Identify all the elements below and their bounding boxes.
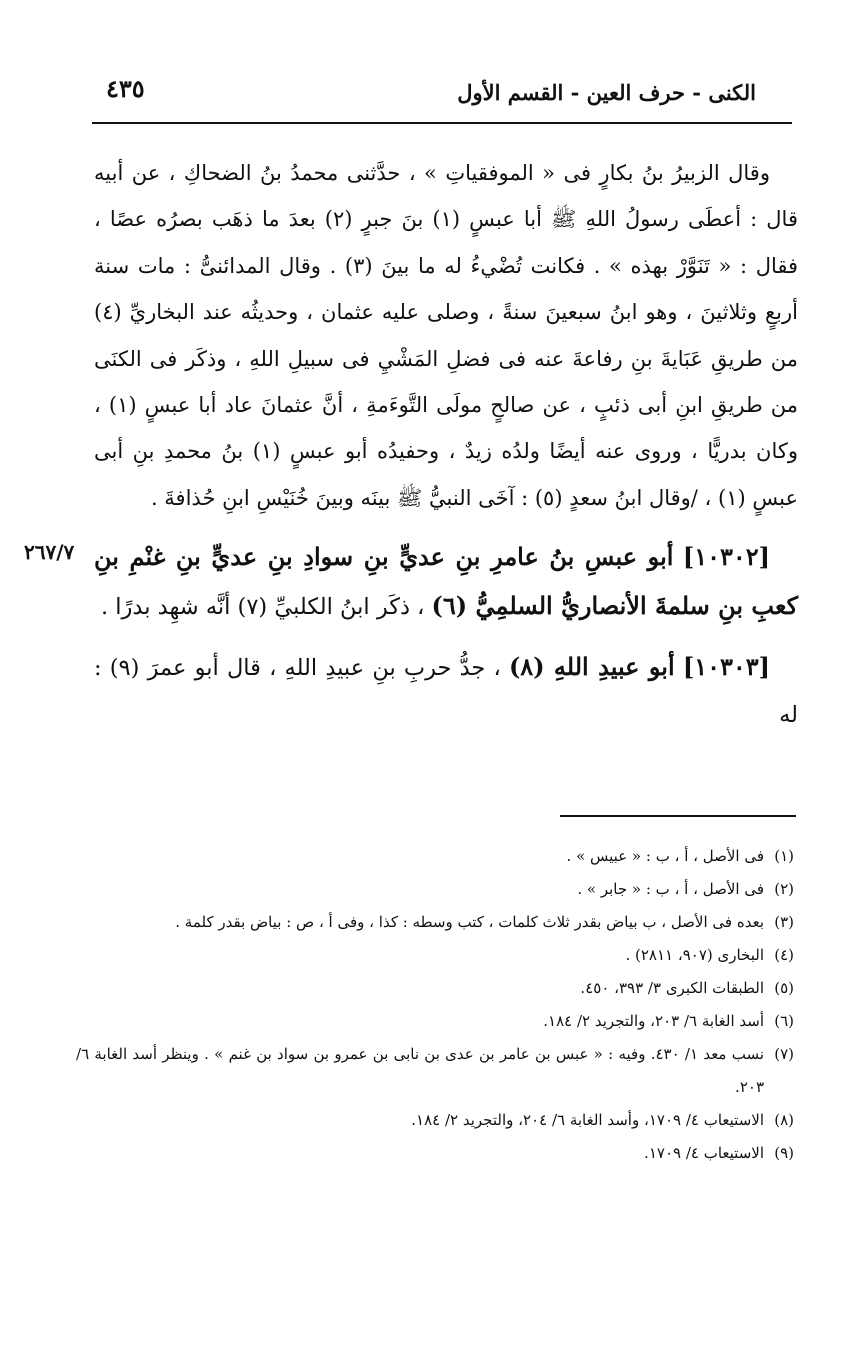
footnote-text: أسد الغابة ٦/ ٢٠٣، والتجريد ٢/ ١٨٤. [543, 1012, 764, 1030]
margin-reference: ٢٦٧/٧ [24, 540, 75, 564]
entry-text: ، جدُّ حربِ بنِ عبيدِ اللهِ ، قال أبو عمرَ (٩) : له [94, 655, 798, 729]
footnote-number: (١) [774, 847, 794, 865]
footnote-text: الاستيعاب ٤/ ١٧٠٩. [644, 1144, 764, 1162]
footnote-text: بعده فى الأصل ، ب بياض بقدر ثلاث كلمات ، كتب وسطه : كذا ، وفى أ ، ص : بياض بقدر كلمة . [175, 913, 764, 931]
footnote-text: فى الأصل ، أ ، ب : « جابر » . [577, 880, 764, 898]
entry-10302 [94, 533, 798, 631]
page-header [92, 66, 792, 122]
footnote-text: البخارى (٩٠٧، ٢٨١١) . [625, 946, 764, 964]
footnote [76, 840, 794, 873]
footnote-text: الاستيعاب ٤/ ١٧٠٩، وأسد الغابة ٦/ ٢٠٤، والتجريد ٢/ ١٨٤. [411, 1111, 764, 1129]
footnote [76, 1104, 794, 1137]
footnote-text: فى الأصل ، أ ، ب : « عبيس » . [566, 847, 764, 865]
page-number: ٤٣٥ [106, 74, 145, 103]
footnote [76, 1005, 794, 1038]
footnote [76, 1038, 794, 1104]
footnote-number: (٢) [774, 880, 794, 898]
entry-number: [١٠٣٠٣] [682, 652, 770, 682]
entry-heading: أبو عبسِ بنُ عامرِ بنِ عديٍّ بنِ سوادِ بنِ عديٍّ بنِ غنْمِ بنِ كعبِ بنِ سلمةَ الأنصاريُّ السلمِيُّ (٦) [94, 542, 798, 621]
footnote [76, 939, 794, 972]
entry-10303 [94, 643, 798, 739]
header-rule [92, 122, 792, 124]
footnote-text: نسب معد ١/ ٤٣٠. وفيه : « عبس بن عامر بن عدى بن نابى بن عمرو بن سواد بن غنم » . وينظر أسد الغابة ٦/ ٢٠٣. [76, 1045, 765, 1096]
footnote-number: (٧) [774, 1045, 795, 1063]
footnote-rule [560, 815, 796, 817]
footnote-number: (٣) [774, 913, 794, 931]
footnote-number: (٨) [774, 1111, 794, 1129]
footnote-number: (٥) [774, 979, 794, 997]
footnote [76, 873, 794, 906]
running-title: الكنى - حرف العين - القسم الأول [457, 80, 756, 105]
footnote [76, 906, 794, 939]
footnote-number: (٤) [774, 946, 794, 964]
paragraph: وقال الزبيرُ بنُ بكارٍ فى « الموفقياتِ » ، حدَّثنى محمدُ بنُ الضحاكِ ، عن أبيه قال : أعطَى رسولُ اللهِ ﷺ أبا عبسٍ (١) بنَ جبرٍ (٢) بعدَ ما ذهَب بصرُه عصًا ، فقال : « تَنَوَّرْ بهذه » . فكانت تُضْيءُ له ما بينَ (٣) . وقال المدائنىُّ : مات سنة أربعٍ وثلاثينَ ، وهو ابنُ سبعينَ سنةً ، وصلى عليه عثمان ، وحديثُه عند البخاريِّ (٤) من طريقِ عَبَايةَ بنِ رفاعةَ عنه فى فضلِ المَشْيِ فى سبيلِ اللهِ ، وذكَر فى الكنَى من طريقِ ابنِ أبى ذئبٍ ، عن صالحٍ مولَى التَّوءَمةِ ، أنَّ عثمانَ عاد أبا عبسٍ (١) ، وكان بدريًّا ، وروى عنه أيضًا ولدُه زيدٌ ، وحفيدُه أبو عبسٍ (١) بنُ محمدِ بنِ أبى عبسٍ (١) ، /وقال ابنُ سعدٍ (٥) : آخَى النبيُّ ﷺ بينَه وبينَ خُنَيْسِ ابنِ حُذافةَ . [94, 161, 799, 510]
footnote-text: الطبقات الكبرى ٣/ ٣٩٣، ٤٥٠. [580, 979, 764, 997]
footnote [76, 972, 794, 1005]
entry-heading: أبو عبيدِ اللهِ (٨) [508, 652, 675, 682]
entry-text: ، ذكَر ابنُ الكلبيِّ (٧) أنَّه شهِد بدرًا . [100, 594, 425, 621]
footnote-number: (٩) [774, 1144, 794, 1162]
footnote-number: (٦) [774, 1012, 794, 1030]
footnotes [76, 840, 794, 1170]
main-text [94, 150, 798, 739]
entry-number: [١٠٣٠٢] [682, 542, 770, 572]
footnote [76, 1137, 794, 1170]
